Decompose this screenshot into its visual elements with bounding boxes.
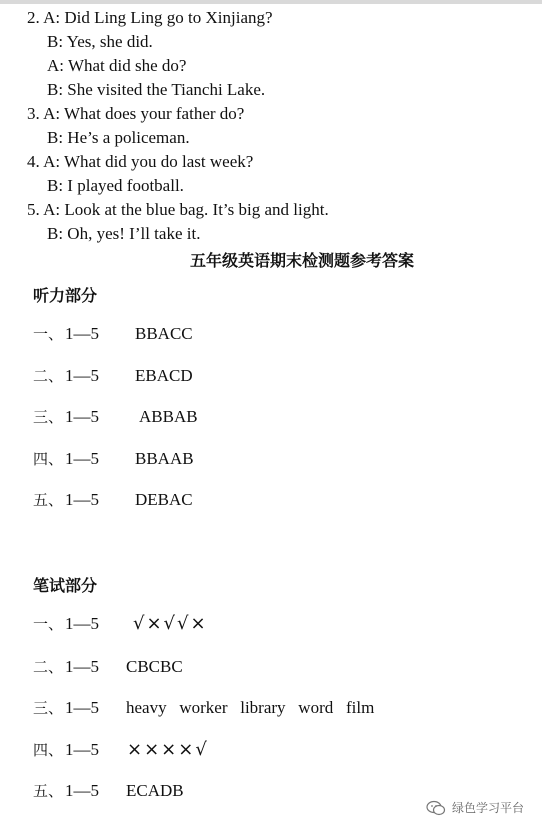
answer: ABBAB xyxy=(139,407,198,426)
written-heading: 笔试部分 xyxy=(33,576,98,595)
written-row-3: 三、 1—5 heavy worker library word film xyxy=(33,698,375,717)
answer: ECADB xyxy=(126,781,184,800)
item-2-a2: A: What did she do? xyxy=(47,56,187,75)
answer: BBACC xyxy=(135,324,193,343)
written-row-5: 五、 1—5 ECADB xyxy=(33,781,184,800)
item-3-a: 3. A: What does your father do? xyxy=(27,104,245,123)
answer: BBAAB xyxy=(135,449,194,468)
item-4-a: 4. A: What did you do last week? xyxy=(27,152,254,171)
item-2-b2: B: She visited the Tianchi Lake. xyxy=(47,80,266,99)
listening-row-2: 二、 1—5 EBACD xyxy=(33,366,193,385)
listening-row-4: 四、 1—5 BBAAB xyxy=(33,449,194,468)
item-5-a: 5. A: Look at the blue bag. It’s big and light. xyxy=(27,200,329,219)
answer: heavy worker library word film xyxy=(126,698,375,717)
top-divider xyxy=(0,0,542,4)
written-row-4: 四、 1—5 ××××√ xyxy=(33,739,209,760)
listening-row-5: 五、 1—5 DEBAC xyxy=(33,490,193,509)
answer-key-title: 五年级英语期末检测题参考答案 xyxy=(189,251,414,270)
wechat-icon xyxy=(426,800,446,816)
answer: √×√√× xyxy=(133,613,208,634)
listening-row-3: 三、 1—5 ABBAB xyxy=(33,407,198,426)
answer: EBACD xyxy=(135,366,193,385)
written-row-1: 一、 1—5 √×√√× xyxy=(33,613,208,634)
item-2-b: B: Yes, she did. xyxy=(47,32,153,51)
watermark-text: 绿色学习平台 xyxy=(451,801,524,815)
listening-heading: 听力部分 xyxy=(33,286,98,305)
listening-row-1: 一、 1—5 BBACC xyxy=(33,324,193,343)
item-5-b: B: Oh, yes! I’ll take it. xyxy=(47,224,201,243)
answer: ××××√ xyxy=(127,739,209,760)
item-2-a: 2. A: Did Ling Ling go to Xinjiang? xyxy=(27,8,273,27)
written-row-2: 二、 1—5 CBCBC xyxy=(33,657,183,676)
item-4-b: B: I played football. xyxy=(47,176,184,195)
answer: CBCBC xyxy=(126,657,183,676)
answer: DEBAC xyxy=(135,490,193,509)
watermark xyxy=(426,799,524,816)
item-3-b: B: He’s a policeman. xyxy=(47,128,190,147)
